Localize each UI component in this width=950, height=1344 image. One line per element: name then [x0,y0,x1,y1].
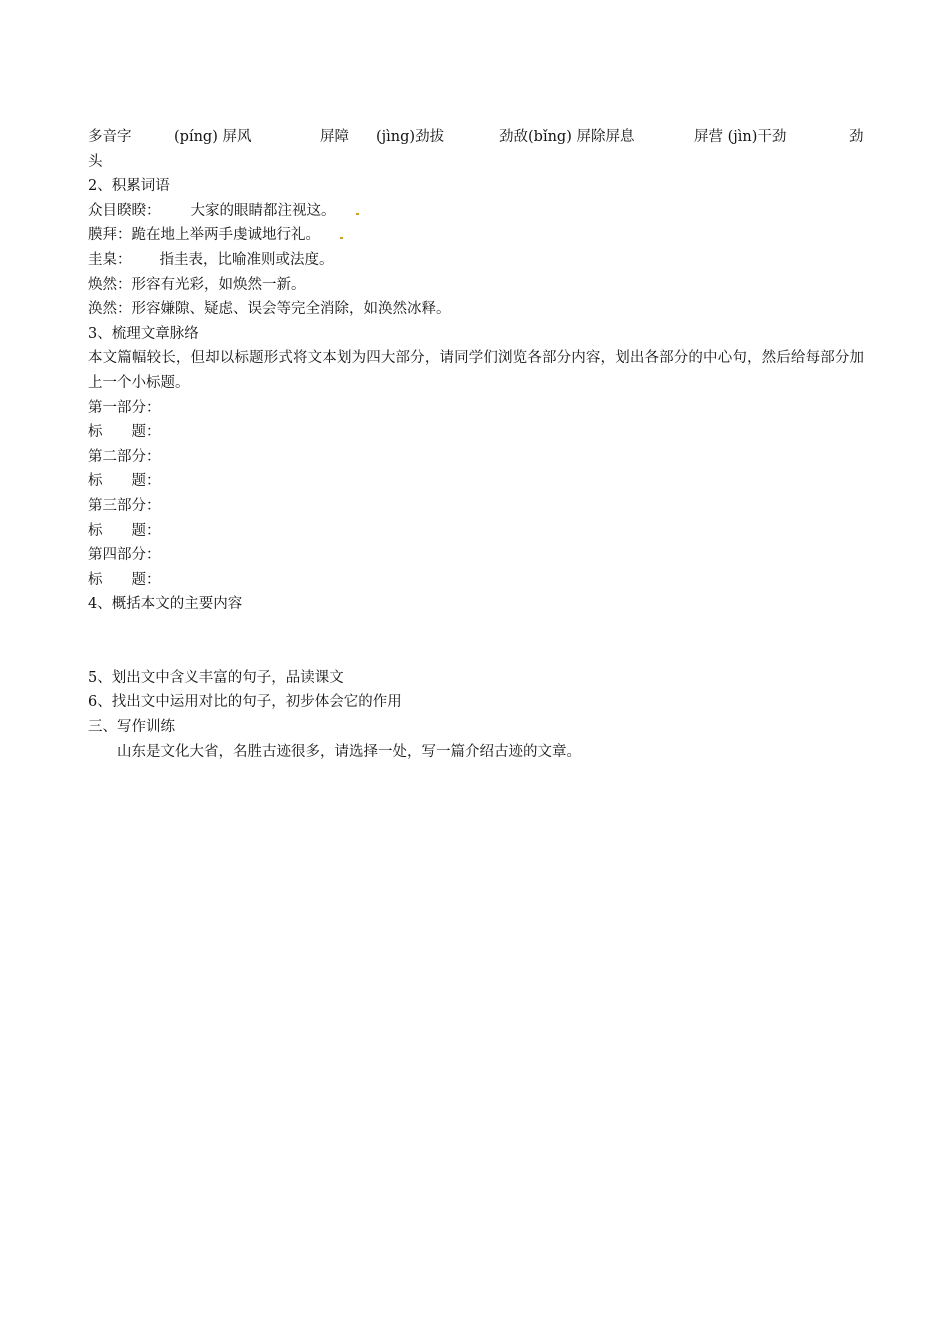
document-page [88,125,864,764]
polyphone-item: 劲 [849,129,864,145]
polyphone-item: 屏营 (jìn)干劲 [694,129,787,145]
vocab-definition: 形容嫌隙、疑虑、误会等完全消除，如涣然冰释。 [131,301,451,318]
vocab-word: 焕然： [88,276,132,293]
vocab-term [88,297,864,322]
vocab-definition: 跪在地上举两手虔诚地行礼。 [131,227,320,244]
polyphone-item: (píng) 屏风 [174,129,252,145]
part-label: 第三部分： [88,497,161,514]
writing-prompt: 山东是文化大省，名胜古迹很多，请选择一处，写一篇介绍古迹的文章。 [117,743,581,760]
part-label: 第一部分： [88,399,161,416]
vocab-term [88,223,864,248]
polyphone-label: 多音字 [88,129,132,145]
vocab-word: 众目睽睽： [88,202,161,219]
section-heading: 6、找出文中运用对比的句子，初步体会它的作用 [88,694,402,711]
vocab-term [88,248,864,273]
answer-space [88,617,864,666]
vocab-term [88,273,864,298]
polyphone-item: 屏障 [320,129,349,145]
section-heading: 2、积累词语 [88,178,170,195]
polyphone-row [88,125,864,150]
vocab-word: 圭臬： [88,251,132,268]
part-title-label: 标 题： [88,424,161,441]
part-title-label: 标 题： [88,522,161,539]
highlight-mark [356,213,359,215]
vocab-word: 涣然： [88,301,132,318]
vocab-term [88,199,864,224]
section-heading: 4、概括本文的主要内容 [88,596,243,613]
section-instruction: 本文篇幅较长，但却以标题形式将文本划为四大部分，请同学们浏览各部分内容，划出各部分的中心句，然后给每部分加上一个小标题。 [88,350,864,391]
vocab-definition: 大家的眼睛都注视这。 [190,202,336,219]
section-heading: 5、划出文中含义丰富的句子，品读课文 [88,669,344,686]
section-heading: 3、梳理文章脉络 [88,325,199,342]
vocab-definition: 形容有光彩，如焕然一新。 [131,276,306,293]
vocab-definition: 指圭表，比喻准则或法度。 [159,251,334,268]
section-heading: 三、写作训练 [88,719,175,736]
polyphone-wrap: 头 [88,153,103,170]
part-label: 第二部分： [88,448,161,465]
polyphone-item: (jìng)劲拔 [376,129,445,145]
part-title-label: 标 题： [88,473,161,490]
part-title-label: 标 题： [88,571,161,588]
highlight-mark [340,237,343,239]
polyphone-item: 劲敌(bǐng) 屏除屏息 [499,129,635,145]
part-label: 第四部分： [88,547,161,564]
vocab-word: 膜拜： [88,227,132,244]
